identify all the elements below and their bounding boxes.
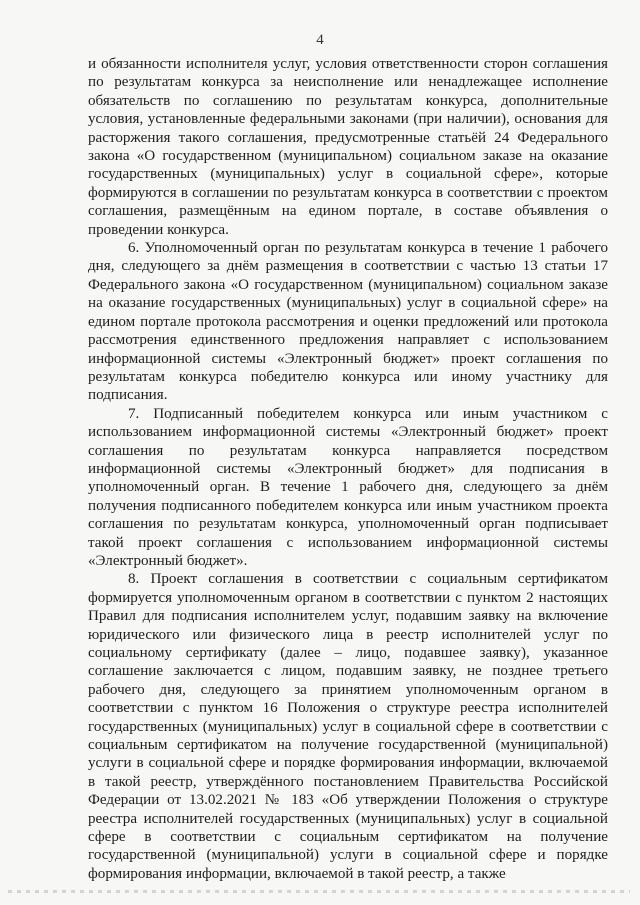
scan-edge-artifact (8, 890, 630, 893)
paragraph-item-7: 7. Подписанный победителем конкурса или иным участником с использованием информационной системы «Электронный бюджет» проект соглашения по результатам конкурса направляется посредством информационной системы «Электронный бюджет» для подписания в уполномоченный орган. В течение 1 рабочего дня, следующего за днём получения подписанного победителем конкурса или иным участником проекта соглашения по результатам конкурса, уполномоченный орган подписывает такой проект соглашения с использованием информационной системы «Электронный бюджет». (88, 405, 608, 569)
paragraph-continuation: и обязанности исполнителя услуг, условия ответственности сторон соглашения по результатам конкурса за неисполнение или ненадлежащее исполнение обязательств по соглашению по результатам конкурса, дополнительные условия, установленные федеральными законами (при наличии), основания для расторжения такого соглашения, предусмотренные статьёй 24 Федерального закона «О государственном (муниципальном) социальном заказе на оказание государственных (муниципальных) услуг в социальной сфере», которые формируются в соглашении по результатам конкурса в соответствии с проектом соглашения, размещённым на едином портале, в составе объявления о проведении конкурса. (88, 56, 608, 238)
page-number: 4 (316, 32, 324, 48)
paragraph-item-8: 8. Проект соглашения в соответствии с социальным сертификатом формируется уполномоченным органом в соответствии с пунктом 2 настоящих Правил для подписания исполнителем услуг, подавшим заявку на включение юридического или физического лица в реестр исполнителей услуг по социальному сертификату (далее – лицо, подавшее заявку), указанное соглашение заключается с лицом, подавшим заявку, не позднее третьего рабочего дня, следующего за принятием уполномоченным органом в соответствии с пунктом 16 Положения о структуре реестра исполнителей государственных (муниципальных) услуг в социальной сфере в соответствии с социальным сертификатом на получение государственной (муниципальной) услуги в социальной сфере и порядке формирования информации, включаемой в такой реестр, утверждённого постановлением Правительства Российской Федерации от 13.02.2021 № 183 «Об утверждении Положения о структуре реестра исполнителей государственных (муниципальных) услуг в социальной сфере в соответствии с социальным сертификатом на получение государственной (муниципальной) услуги в социальной сфере и порядке формирования информации, включаемой в такой реестр, а также (88, 571, 608, 882)
paragraph-item-6: 6. Уполномоченный орган по результатам конкурса в течение 1 рабочего дня, следующего за днём размещения в соответствии с частью 13 статьи 17 Федерального закона «О государственном (муниципальном) социальном заказе на оказание государственных (муниципальных) услуг в социальной сфере» на едином портале протокола рассмотрения и оценки предложений или протокола рассмотрения единственного предложения направляет с использованием информационной системы «Электронный бюджет» проект соглашения по результатам конкурса победителю конкурса или иному участнику для подписания. (88, 240, 608, 404)
document-body (88, 55, 608, 883)
